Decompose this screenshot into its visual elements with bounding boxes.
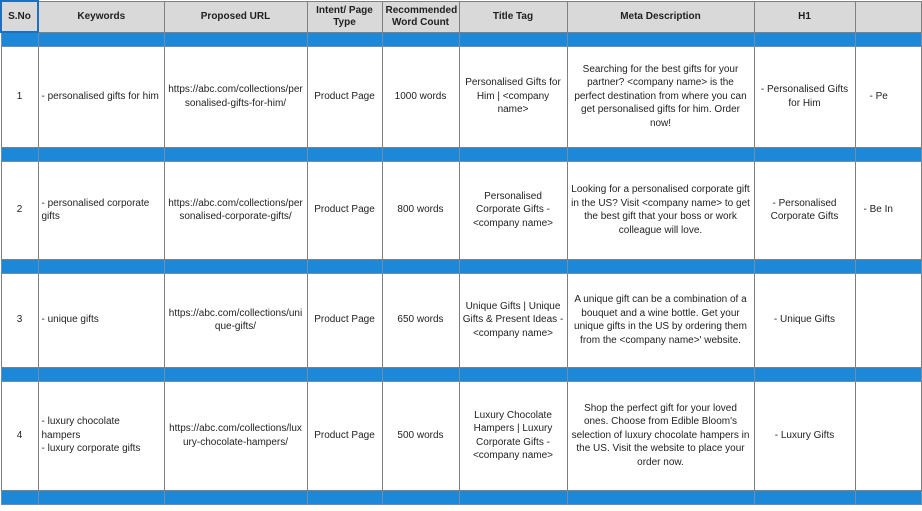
cell-word-count[interactable]: 800 words	[382, 161, 459, 259]
cell-meta-description[interactable]: Shop the perfect gift for your loved ones. Choose from Edible Bloom's selection of luxury chocolate hampers in the US. Visit the website to place your order now.	[567, 381, 754, 490]
cell-h1[interactable]: - Unique Gifts	[754, 273, 855, 367]
separator-row	[1, 490, 921, 504]
cell-word-count[interactable]: 1000 words	[382, 46, 459, 147]
cell-word-count[interactable]: 650 words	[382, 273, 459, 367]
cell-sno[interactable]: 3	[1, 273, 38, 367]
cell-meta-description[interactable]: Looking for a personalised corporate gift in the US? Visit <company name> to get the best gift that your boss or work colleague will love.	[567, 161, 754, 259]
cell-extra[interactable]: - Pe	[855, 46, 921, 147]
header-row	[1, 1, 921, 32]
cell-keywords[interactable]: - personalised corporate gifts	[38, 161, 164, 259]
cell-title-tag[interactable]: Unique Gifts | Unique Gifts & Present Ideas - <company name>	[459, 273, 567, 367]
cell-title-tag[interactable]: Luxury Chocolate Hampers | Luxury Corporate Gifts - <company name>	[459, 381, 567, 490]
header-title-tag[interactable]: Title Tag	[459, 1, 567, 32]
cell-meta-description[interactable]: A unique gift can be a combination of a bouquet and a wine bottle. Get your unique gifts in the US by ordering them from the <company name>' website.	[567, 273, 754, 367]
cell-meta-description[interactable]: Searching for the best gifts for your partner? <company name> is the perfect destination from where you can get personalised gifts for him. Order now!	[567, 46, 754, 147]
header-extra[interactable]	[855, 1, 921, 32]
cell-title-tag[interactable]: Personalised Corporate Gifts - <company name>	[459, 161, 567, 259]
cell-proposed-url[interactable]: https://abc.com/collections/unique-gifts/	[164, 273, 307, 367]
cell-proposed-url[interactable]: https://abc.com/collections/personalised-corporate-gifts/	[164, 161, 307, 259]
header-proposed-url[interactable]: Proposed URL	[164, 1, 307, 32]
cell-intent[interactable]: Product Page	[307, 273, 382, 367]
cell-h1[interactable]: - Luxury Gifts	[754, 381, 855, 490]
cell-keywords[interactable]: - personalised gifts for him	[38, 46, 164, 147]
separator-row	[1, 259, 921, 273]
cell-extra[interactable]	[855, 381, 921, 490]
cell-intent[interactable]: Product Page	[307, 161, 382, 259]
cell-sno[interactable]: 4	[1, 381, 38, 490]
cell-sno[interactable]: 2	[1, 161, 38, 259]
header-meta-description[interactable]: Meta Description	[567, 1, 754, 32]
separator-row	[1, 32, 921, 46]
cell-proposed-url[interactable]: https://abc.com/collections/personalised-gifts-for-him/	[164, 46, 307, 147]
cell-title-tag[interactable]: Personalised Gifts for Him | <company name>	[459, 46, 567, 147]
cell-keywords[interactable]: - unique gifts	[38, 273, 164, 367]
cell-word-count[interactable]: 500 words	[382, 381, 459, 490]
cell-intent[interactable]: Product Page	[307, 381, 382, 490]
header-intent-page-type[interactable]: Intent/ Page Type	[307, 1, 382, 32]
cell-extra[interactable]	[855, 273, 921, 367]
table-row	[1, 161, 921, 259]
header-sno[interactable]: S.No	[1, 1, 38, 32]
header-h1[interactable]: H1	[754, 1, 855, 32]
table-row	[1, 273, 921, 367]
cell-proposed-url[interactable]: https://abc.com/collections/luxury-chocolate-hampers/	[164, 381, 307, 490]
header-keywords[interactable]: Keywords	[38, 1, 164, 32]
cell-h1[interactable]: - Personalised Gifts for Him	[754, 46, 855, 147]
cell-intent[interactable]: Product Page	[307, 46, 382, 147]
cell-keywords[interactable]: - luxury chocolate hampers - luxury corporate gifts	[38, 381, 164, 490]
cell-extra[interactable]: - Be In	[855, 161, 921, 259]
cell-sno[interactable]: 1	[1, 46, 38, 147]
table-row	[1, 46, 921, 147]
separator-row	[1, 367, 921, 381]
cell-h1[interactable]: - Personalised Corporate Gifts	[754, 161, 855, 259]
separator-row	[1, 147, 921, 161]
table-row	[1, 381, 921, 490]
header-word-count[interactable]: Recommended Word Count	[382, 1, 459, 32]
